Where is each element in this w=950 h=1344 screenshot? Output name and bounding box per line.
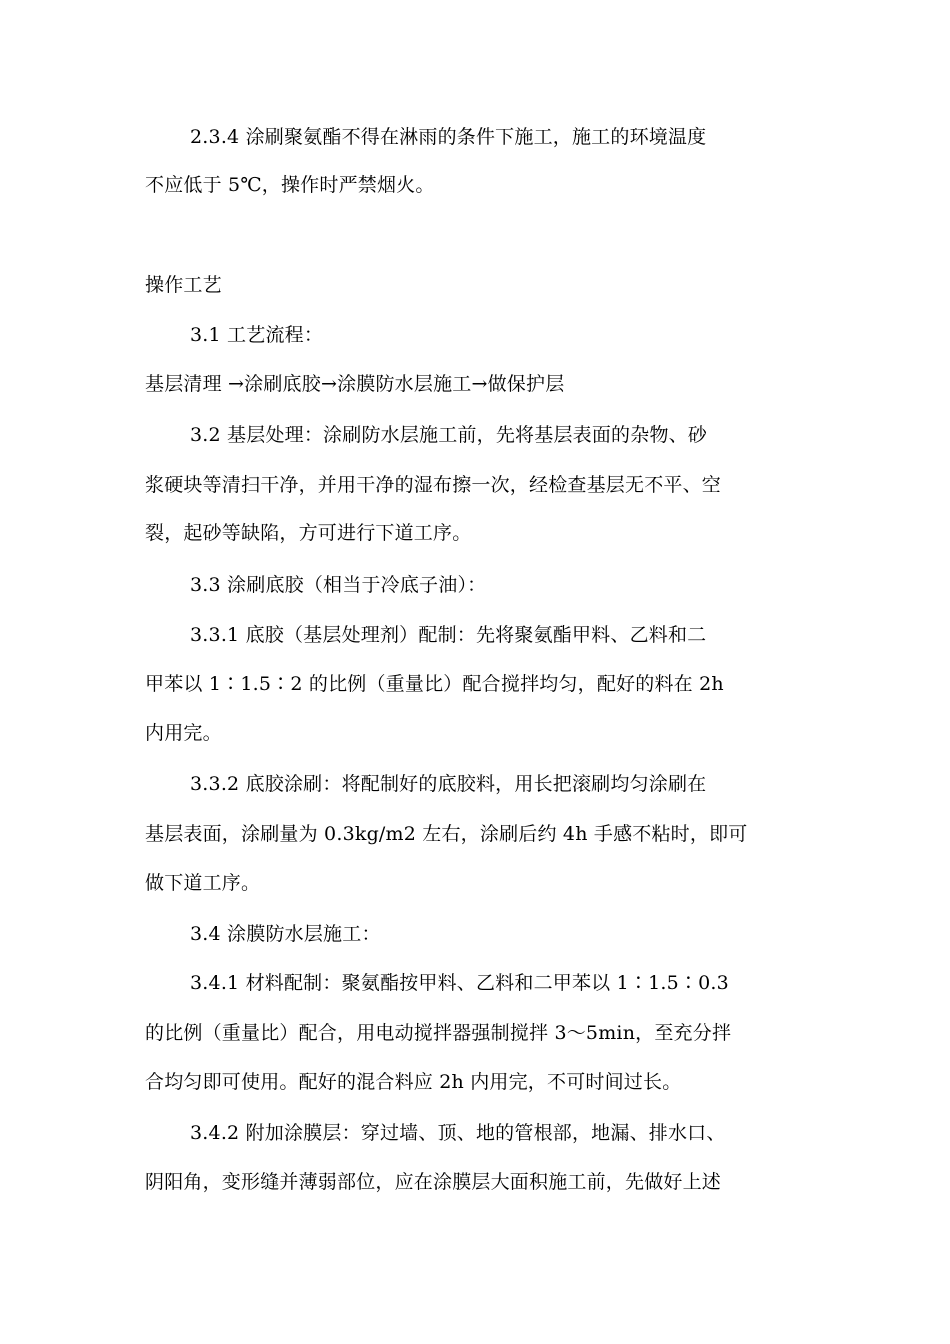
paragraph-3-3: 3.3 涂刷底胶（相当于冷底子油）： — [190, 574, 487, 596]
paragraph-3-4-1-line-1: 3.4.1 材料配制：聚氨酯按甲料、乙料和二甲苯以 1∶1.5∶0.3 — [190, 972, 729, 994]
paragraph-3-4-1-line-2: 的比例（重量比）配合，用电动搅拌器强制搅拌 3～5min，至充分拌 — [145, 1022, 732, 1044]
paragraph-3-2-line-1: 3.2 基层处理：涂刷防水层施工前，先将基层表面的杂物、砂 — [190, 424, 708, 446]
paragraph-2-3-4-line-1: 2.3.4 涂刷聚氨酯不得在淋雨的条件下施工，施工的环境温度 — [190, 126, 707, 148]
paragraph-3-3-1-line-1: 3.3.1 底胶（基层处理剂）配制：先将聚氨酯甲料、乙料和二 — [190, 624, 707, 646]
paragraph-3-4-2-line-2: 阴阳角，变形缝并薄弱部位，应在涂膜层大面积施工前，先做好上述 — [145, 1171, 722, 1193]
paragraph-3-3-2-line-2: 基层表面，涂刷量为 0.3kg/m2 左右，涂刷后约 4h 手感不粘时，即可 — [145, 823, 748, 845]
paragraph-3-1: 3.1 工艺流程： — [190, 324, 324, 346]
section-heading-operation-process: 操作工艺 — [145, 274, 222, 296]
paragraph-3-3-2-line-1: 3.3.2 底胶涂刷：将配制好的底胶料，用长把滚刷均匀涂刷在 — [190, 773, 707, 795]
process-flow-line: 基层清理 →涂刷底胶→涂膜防水层施工→做保护层 — [145, 373, 565, 395]
paragraph-3-2-line-3: 裂，起砂等缺陷，方可进行下道工序。 — [145, 522, 472, 544]
paragraph-3-2-line-2: 浆硬块等清扫干净，并用干净的湿布擦一次，经检查基层无不平、空 — [145, 474, 722, 496]
paragraph-3-3-1-line-3: 内用完。 — [145, 722, 222, 744]
paragraph-3-3-2-line-3: 做下道工序。 — [145, 872, 261, 894]
paragraph-3-3-1-line-2: 甲苯以 1∶1.5∶2 的比例（重量比）配合搅拌均匀，配好的料在 2h — [145, 673, 724, 695]
paragraph-3-4: 3.4 涂膜防水层施工： — [190, 923, 381, 945]
paragraph-3-4-2-line-1: 3.4.2 附加涂膜层：穿过墙、顶、地的管根部，地漏、排水口、 — [190, 1122, 726, 1144]
paragraph-3-4-1-line-3: 合均匀即可使用。配好的混合料应 2h 内用完，不可时间过长。 — [145, 1071, 682, 1093]
paragraph-2-3-4-line-2: 不应低于 5℃，操作时严禁烟火。 — [145, 174, 435, 196]
